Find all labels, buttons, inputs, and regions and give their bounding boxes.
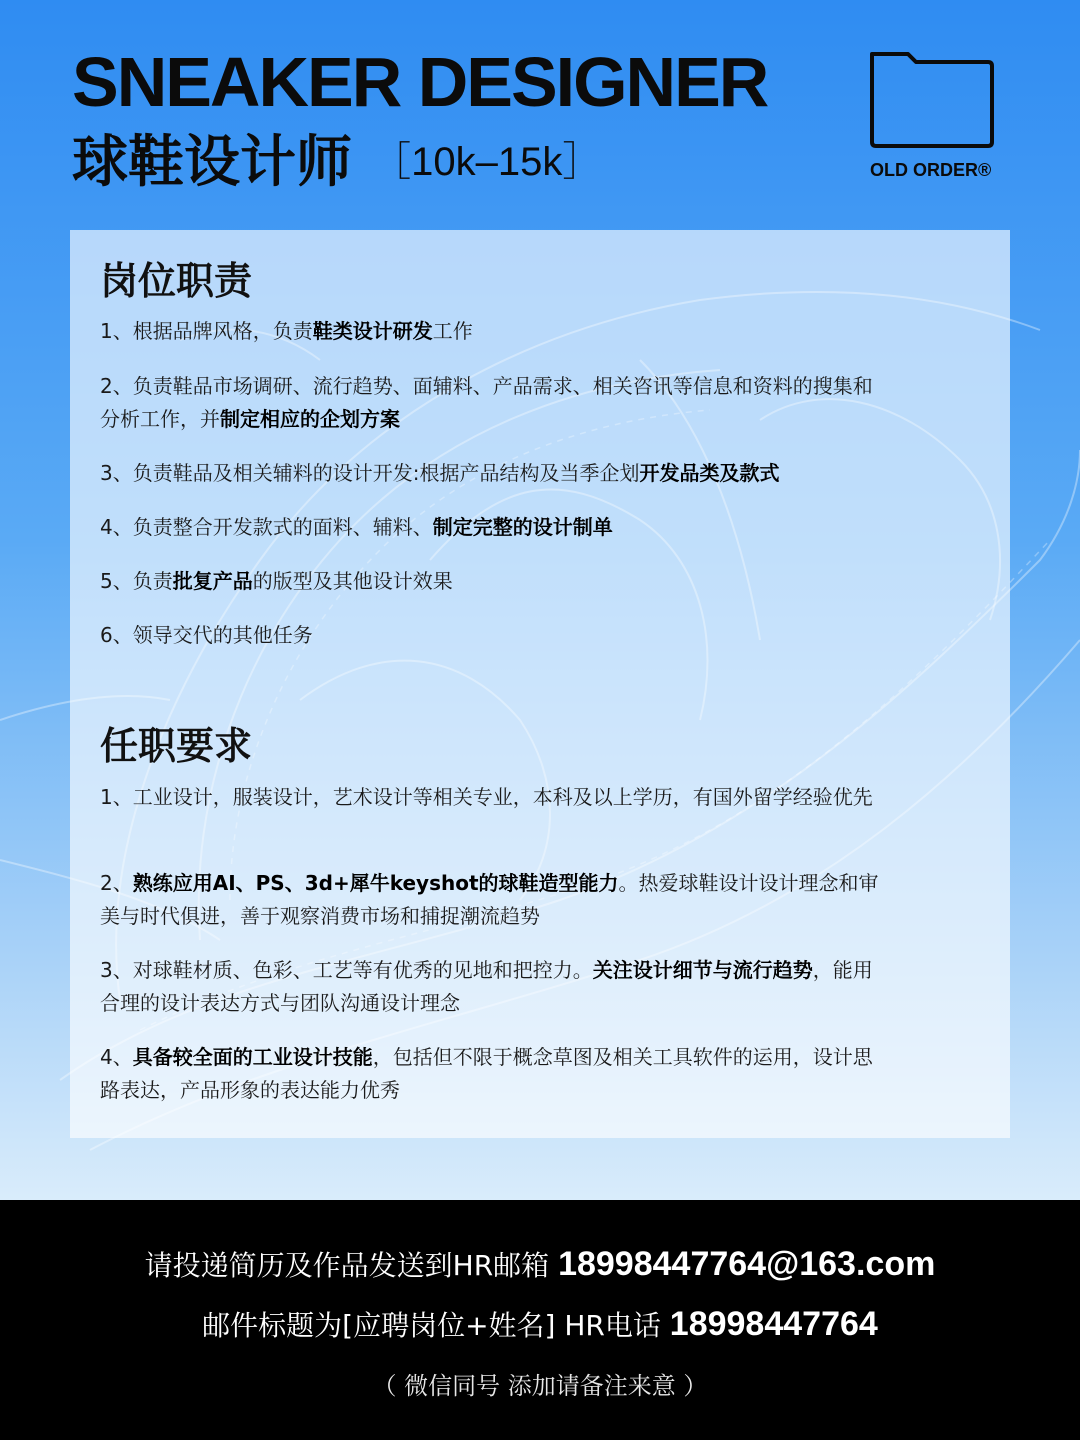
list-item: 3、对球鞋材质、色彩、工艺等有优秀的见地和把控力。关注设计细节与流行趋势，能用合理的设计表达方式与团队沟通设计理念 — [100, 958, 873, 1015]
list-item: 3、负责鞋品及相关辅料的设计开发:根据产品结构及当季企划开发品类及款式 — [100, 461, 780, 485]
email-line — [0, 1244, 1080, 1284]
email-address[interactable]: 18998447764@163.com — [558, 1245, 936, 1283]
section-title-responsibilities: 岗位职责 — [100, 259, 253, 303]
title-row — [72, 118, 603, 195]
list-item: 6、领导交代的其他任务 — [100, 623, 313, 647]
list-item: 2、熟练应用AI、PS、3d+犀牛keyshot的球鞋造型能力。热爱球鞋设计设计理念和审美与时代俱进，善于观察消费市场和捕捉潮流趋势 — [100, 871, 879, 928]
phone-line — [0, 1304, 1080, 1344]
phone-label: 邮件标题为[应聘岗位+姓名] HR电话 — [202, 1309, 670, 1342]
section-title-requirements: 任职要求 — [100, 724, 253, 768]
list-item: 4、负责整合开发款式的面料、辅料、制定完整的设计制单 — [100, 515, 613, 539]
brand-logo — [862, 48, 1002, 188]
wechat-note: （ 微信同号 添加请备注来意 ） — [372, 1372, 708, 1400]
list-item: 5、负责批复产品的版型及其他设计效果 — [100, 569, 453, 593]
list-item: 2、负责鞋品市场调研、流行趋势、面辅料、产品需求、相关咨讯等信息和资料的搜集和分析工作，并制定相应的企划方案 — [100, 374, 873, 431]
phone-number[interactable]: 18998447764 — [669, 1305, 878, 1343]
folder-icon — [868, 50, 994, 150]
list-item: 4、具备较全面的工业设计技能，包括但不限于概念草图及相关工具软件的运用，设计思路表达，产品形象的表达能力优秀 — [100, 1045, 873, 1102]
list-item: 1、根据品牌风格，负责鞋类设计研发工作 — [100, 319, 473, 343]
contact-footer — [0, 1200, 1080, 1440]
salary-range: ［10k–15k］ — [371, 139, 603, 184]
email-label: 请投递简历及作品发送到HR邮箱 — [144, 1249, 559, 1282]
title-chinese: 球鞋设计师 — [72, 130, 352, 195]
logo-text: OLD ORDER® — [870, 160, 992, 180]
title-english: SNEAKER DESIGNER — [72, 43, 768, 121]
list-item: 1、工业设计，服装设计，艺术设计等相关专业，本科及以上学历，有国外留学经验优先 — [100, 785, 873, 809]
